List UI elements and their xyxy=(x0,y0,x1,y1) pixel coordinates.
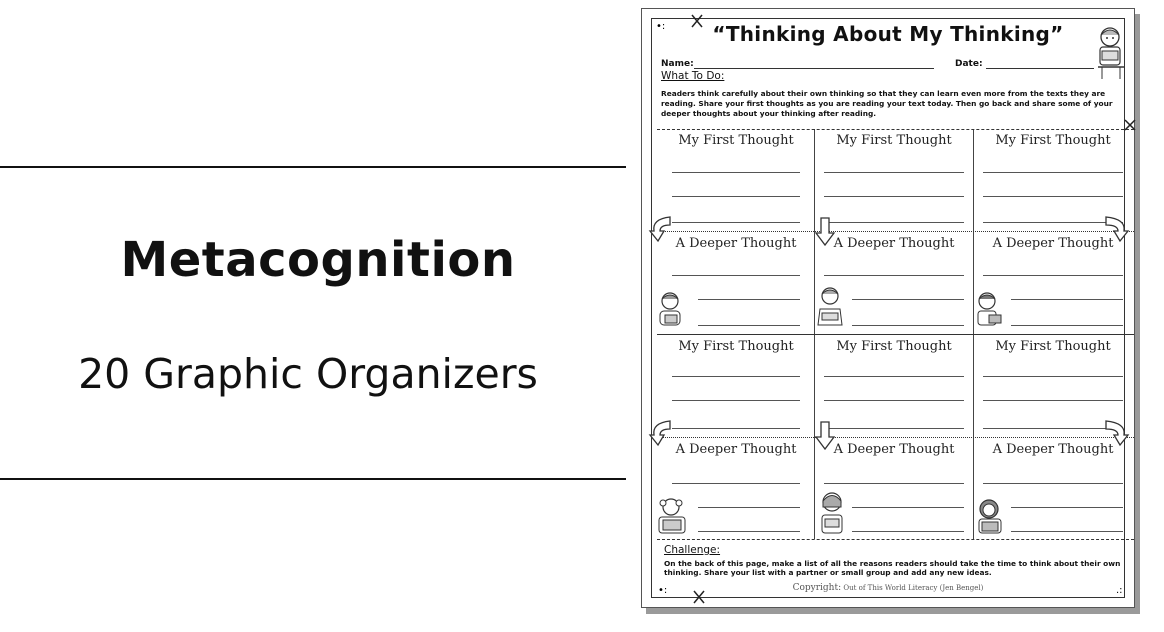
reading-kid-icon xyxy=(1094,23,1128,81)
instructions-text: Readers think carefully about their own thinking so that they can learn even more from the texts they are reading. Share your first thoughts as you are reading your text today. Then go back and share some of your deeper thoughts about your thinking after reading. xyxy=(661,89,1113,118)
reading-kid-icon xyxy=(656,291,686,331)
reading-kid-icon xyxy=(656,497,688,537)
first-thought-cell xyxy=(816,130,972,231)
cell-heading: A Deeper Thought xyxy=(992,442,1114,457)
bottom-rule xyxy=(0,478,626,480)
first-thought-cell xyxy=(658,336,814,437)
what-to-do-heading: What To Do: xyxy=(661,70,725,82)
cell-heading: My First Thought xyxy=(836,133,952,148)
cell-heading: A Deeper Thought xyxy=(833,442,955,457)
name-field: Name: xyxy=(661,59,934,69)
cell-heading: A Deeper Thought xyxy=(992,236,1114,251)
date-field: Date: xyxy=(955,59,1094,69)
cell-heading: My First Thought xyxy=(836,339,952,354)
cell-heading: A Deeper Thought xyxy=(833,236,955,251)
svg-text:•:: •: xyxy=(658,585,668,596)
cell-heading: A Deeper Thought xyxy=(675,236,797,251)
svg-text:•:: •: xyxy=(656,21,666,32)
cell-heading: My First Thought xyxy=(678,339,794,354)
challenge-text: On the back of this page, make a list of all the reasons readers should take the time to think about their own thinking. Share your list with a partner or small group and add any new ideas. xyxy=(664,559,1121,577)
reading-kid-icon xyxy=(816,285,846,331)
copyright-label: Copyright: xyxy=(792,583,842,593)
worksheet-title: “Thinking About My Thinking” xyxy=(712,22,1064,46)
copyright-line xyxy=(642,583,1134,593)
reading-kid-icon xyxy=(975,291,1005,331)
svg-text:.:: .: xyxy=(1116,585,1123,596)
challenge-heading: Challenge: xyxy=(664,544,721,556)
top-rule xyxy=(0,166,626,168)
worksheet-page xyxy=(641,8,1135,608)
product-title: Metacognition xyxy=(120,232,516,288)
cell-heading: A Deeper Thought xyxy=(675,442,797,457)
cell-heading: My First Thought xyxy=(678,133,794,148)
product-subtitle: 20 Graphic Organizers xyxy=(78,350,538,398)
challenge-divider xyxy=(657,539,1134,540)
reading-kid-icon xyxy=(818,491,848,537)
copyright-text: Out of This World Literacy (Jen Bengel) xyxy=(843,584,984,592)
first-thought-cell xyxy=(658,130,814,231)
first-thought-cell xyxy=(816,336,972,437)
cell-heading: My First Thought xyxy=(995,133,1111,148)
cell-heading: My First Thought xyxy=(995,339,1111,354)
reading-kid-icon xyxy=(975,497,1007,537)
